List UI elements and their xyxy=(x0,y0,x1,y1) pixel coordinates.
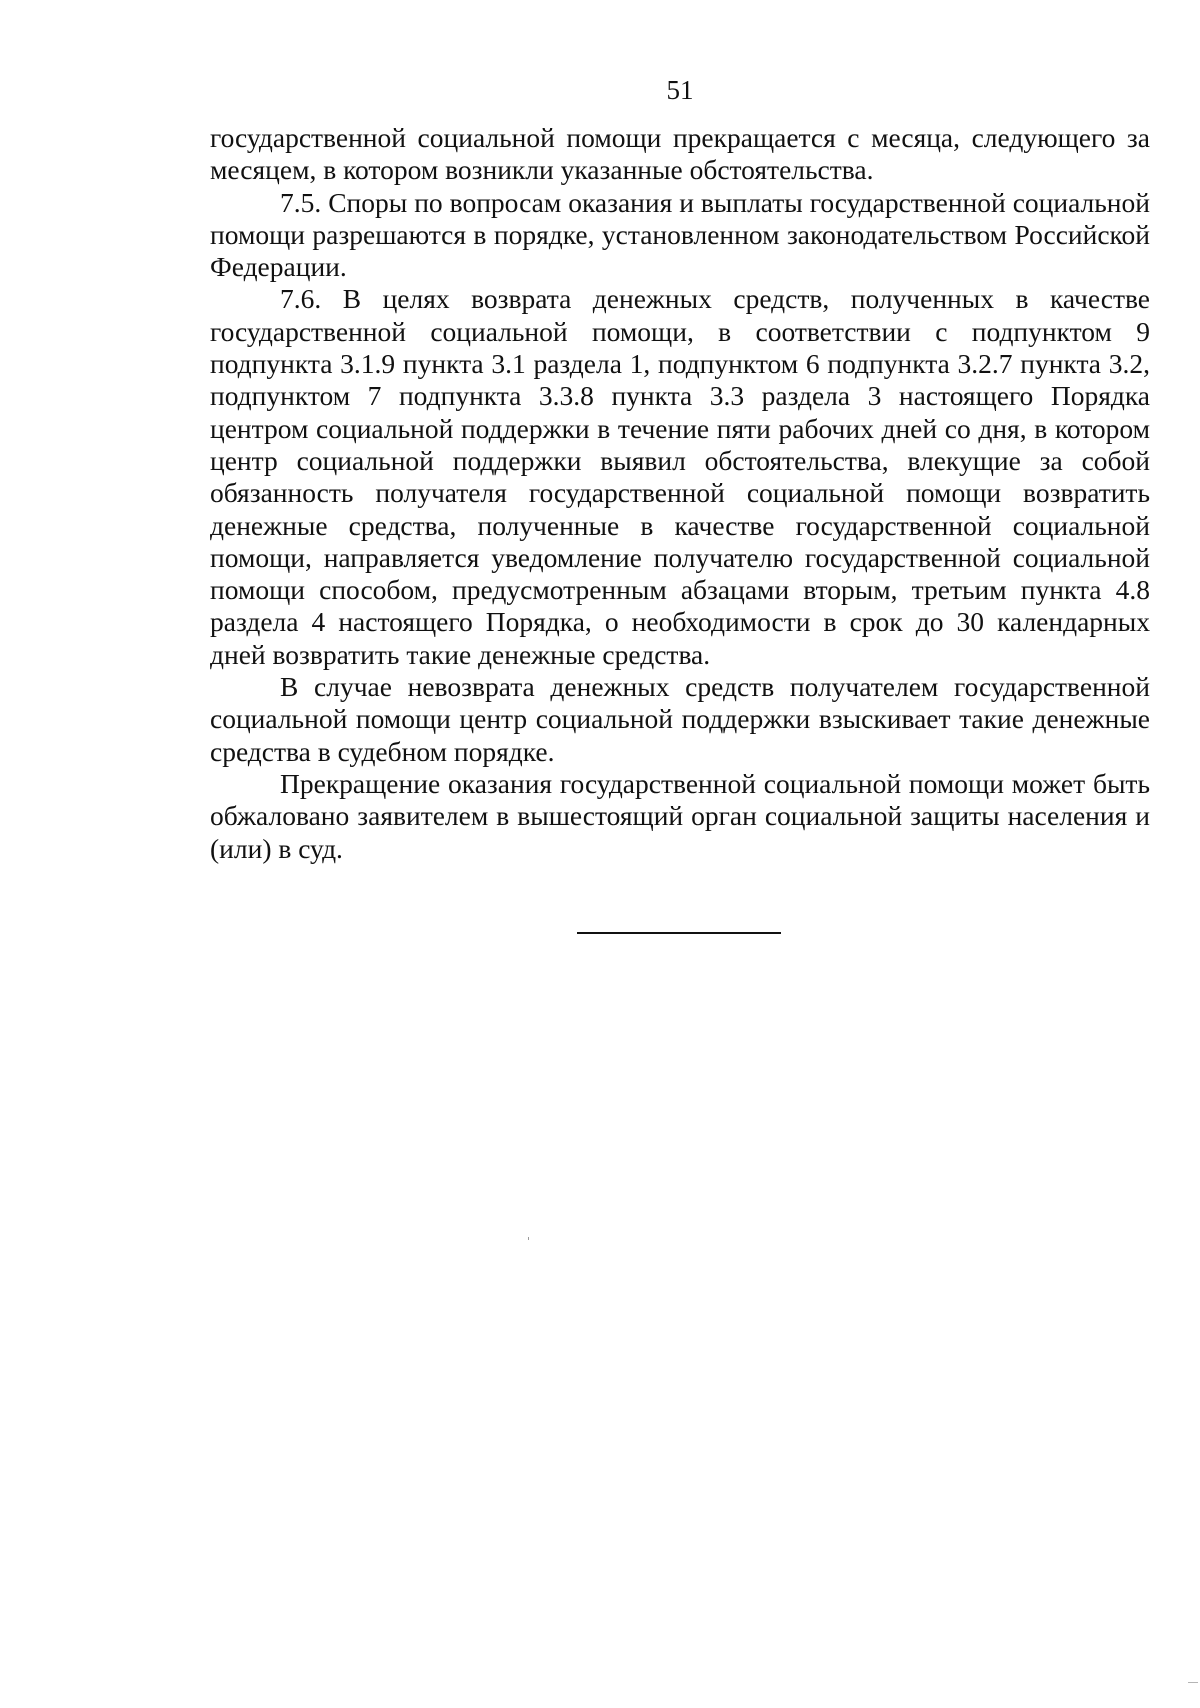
paragraph-continuation: государственной социальной помощи прекращается с месяца, следующего за месяцем, в котором возникли указанные обстоятельства. xyxy=(210,122,1150,186)
paragraph-appeal: Прекращение оказания государственной социальной помощи может быть обжаловано заявителем в вышестоящий орган социальной защиты населения и (или) в суд. xyxy=(210,767,1150,864)
scan-edge-mark xyxy=(1188,1682,1198,1683)
page-number: 51 xyxy=(666,75,694,105)
paragraph-7-6: 7.6. В целях возврата денежных средств, полученных в качестве государственной социальной помощи, в соответствии с подпунктом 9 подпункта 3.1.9 пункта 3.1 раздела 1, подпунктом 6 подпункта 3.2.7 пункта 3.2, подпунктом 7 подпункта 3.3.8 пункта 3.3 раздела 3 настоящего Порядка центром социальной поддержки в течение пяти рабочих дней со дня, в котором центр социальной поддержки выявил обстоятельства, влекущие за собой обязанность получателя государственной социальной помощи возвратить денежные средства, полученные в качестве государственной социальной помощи, направляется уведомление получателю государственной социальной помощи способом, предусмотренным абзацами вторым, третьим пункта 4.8 раздела 4 настоящего Порядка, о необходимости в срок до 30 календарных дней возвратить такие денежные средства. xyxy=(210,283,1150,670)
paragraph-nonreturn: В случае невозврата денежных средств получателем государственной социальной помощи центр социальной поддержки взыскивает такие денежные средства в судебном порядке. xyxy=(210,671,1150,767)
document-body xyxy=(210,122,1150,865)
paragraph-7-5: 7.5. Споры по вопросам оказания и выплаты государственной социальной помощи разрешаются в порядке, установленном законодательством Российской Федерации. xyxy=(210,186,1150,283)
scan-speck xyxy=(528,1237,529,1240)
end-divider-line xyxy=(577,932,781,934)
